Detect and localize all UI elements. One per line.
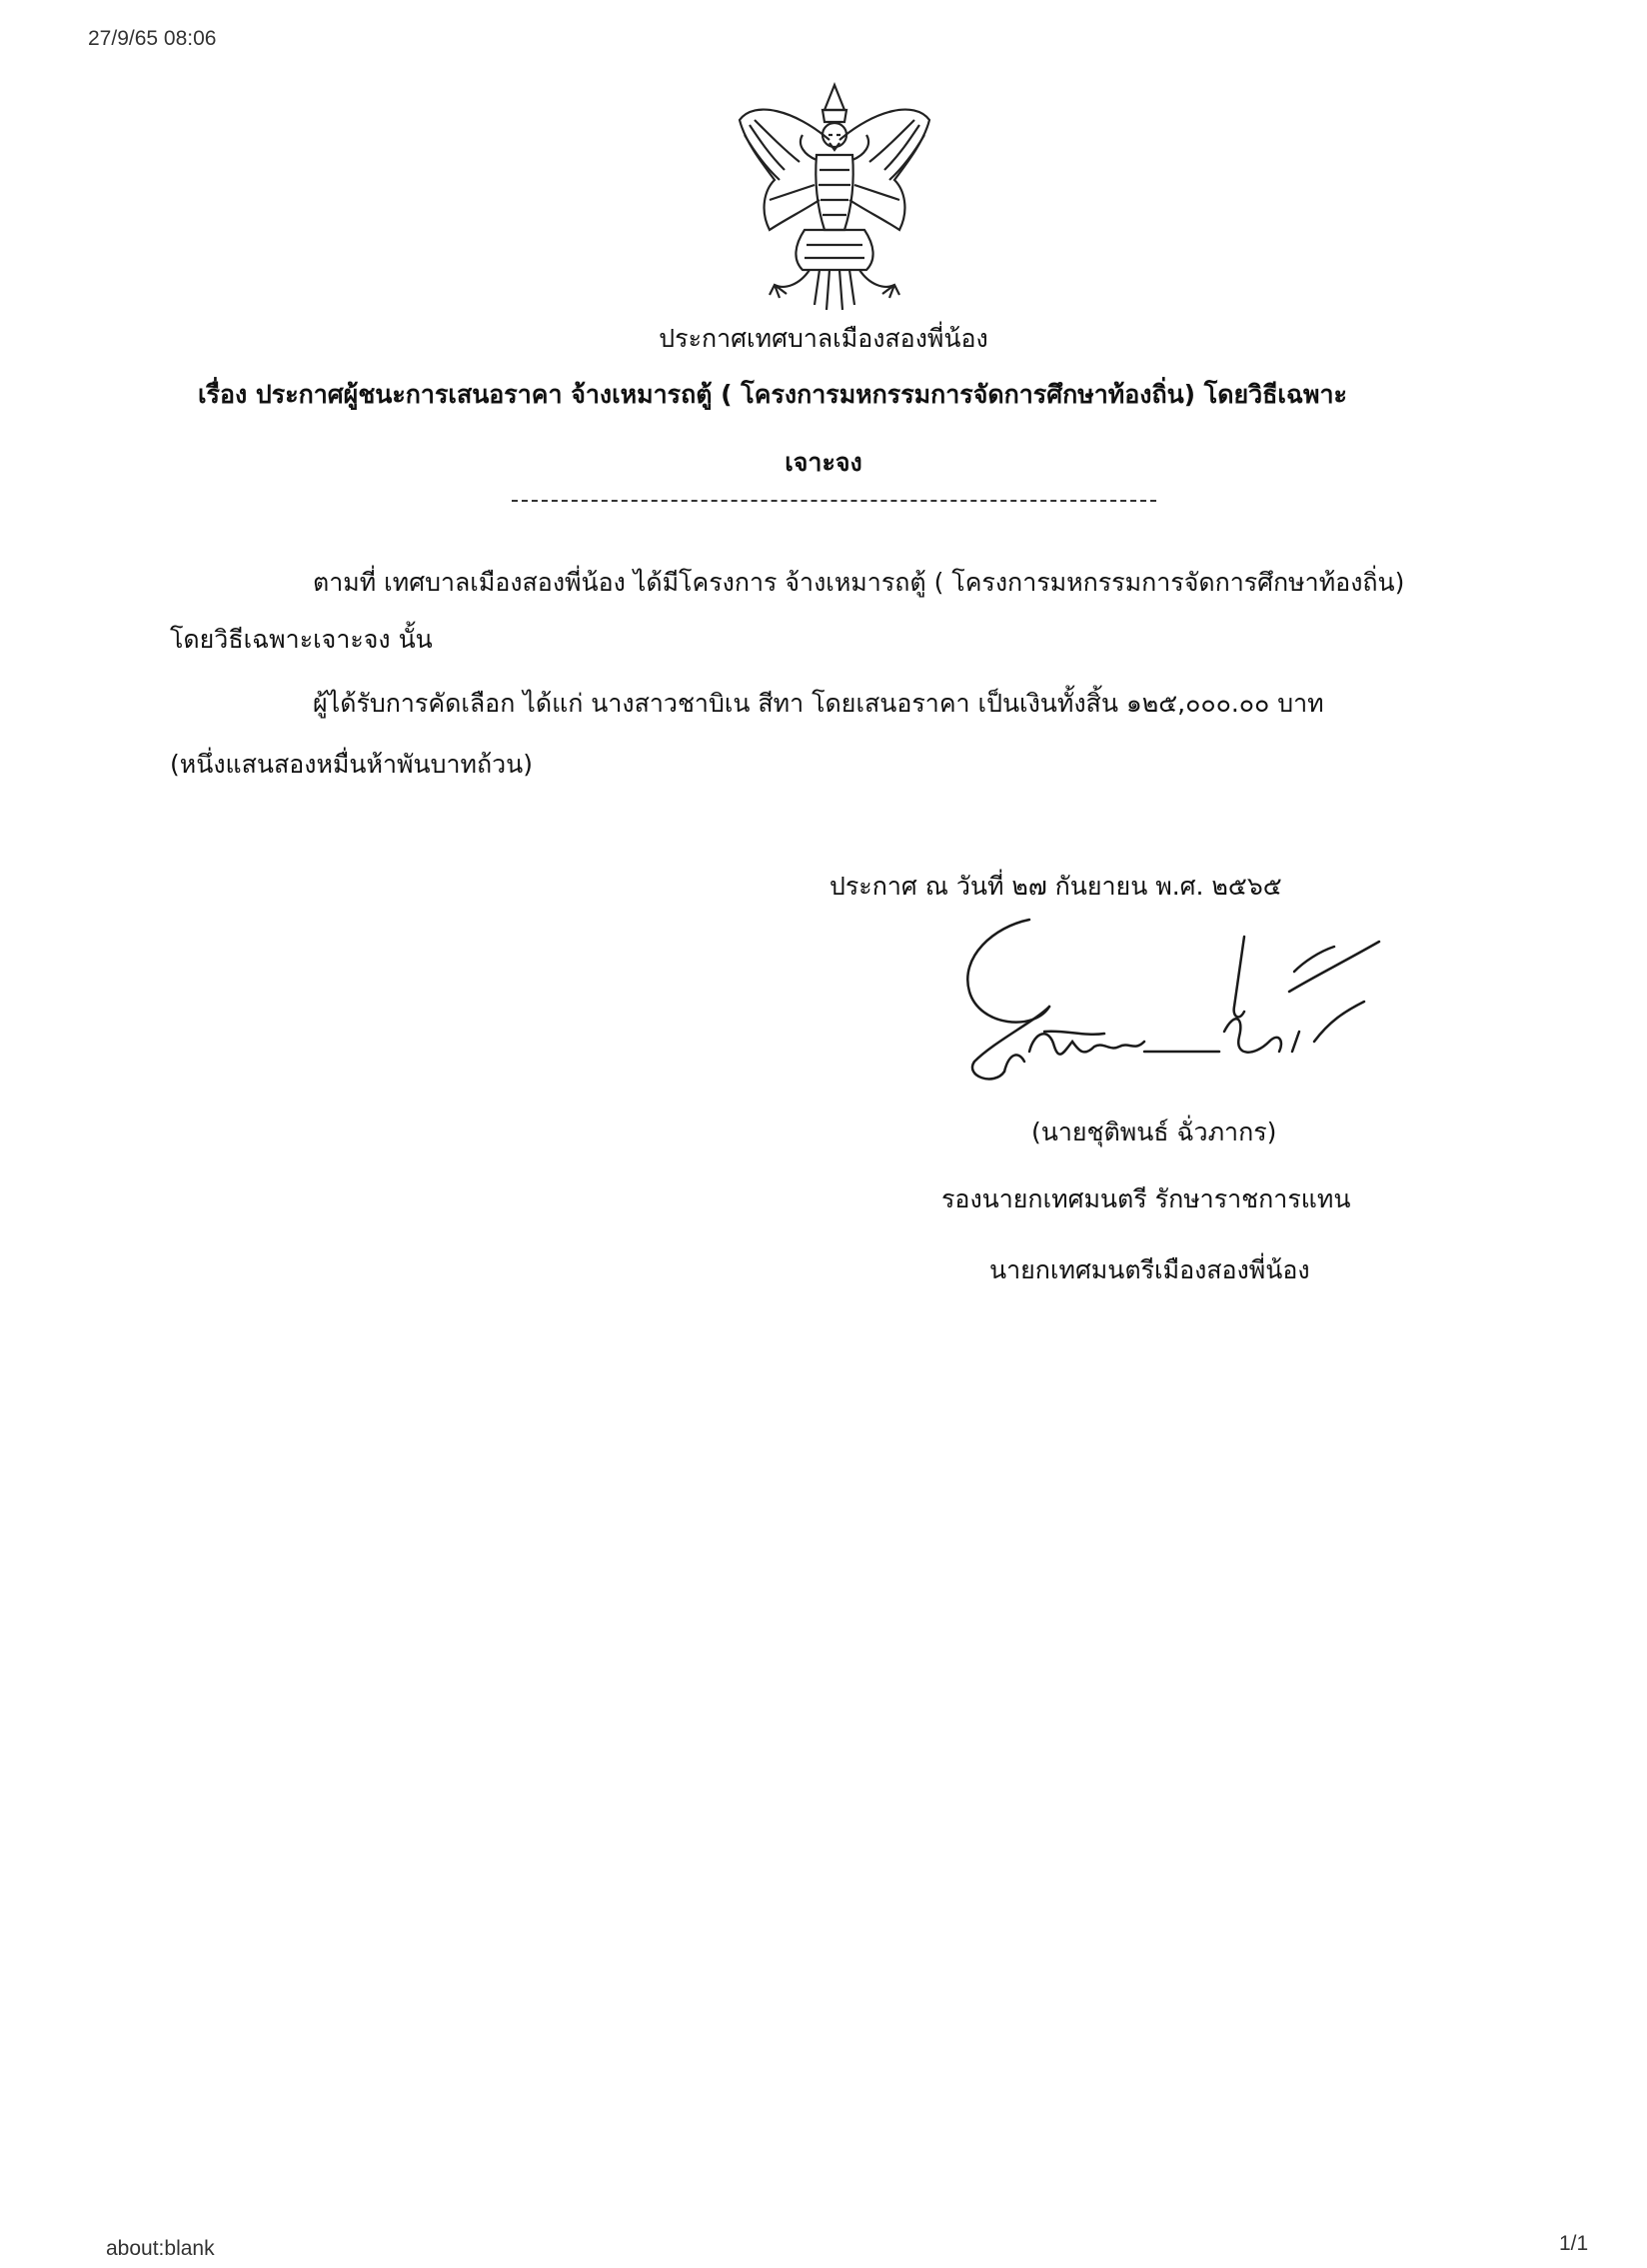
signer-position-2: นายกเทศมนตรีเมืองสองพี่น้อง <box>989 1255 1310 1284</box>
announcement-date: ประกาศ ณ วันที่ ๒๗ กันยายน พ.ศ. ๒๕๖๕ <box>829 872 1282 901</box>
print-url: about:blank <box>106 2237 215 2260</box>
signer-position-1: รองนายกเทศมนตรี รักษาราชการแทน <box>941 1184 1351 1213</box>
print-timestamp: 27/9/65 08:06 <box>88 27 217 50</box>
print-page-number: 1/1 <box>1559 2232 1589 2255</box>
paragraph-1-line-2: โดยวิธีเฉพาะเจาะจง นั้น <box>170 625 433 654</box>
paragraph-2-line-1: ผู้ได้รับการคัดเลือก ได้แก่ นางสาวชาบิเน สีทา โดยเสนอราคา เป็นเงินทั้งสิ้น ๑๒๕,๐๐๐.๐๐ บาท <box>313 689 1324 718</box>
divider-line <box>512 500 1156 502</box>
document-title: ประกาศเทศบาลเมืองสองพี่น้อง <box>659 324 988 353</box>
document-subject: เรื่อง ประกาศผู้ชนะการเสนอราคา จ้างเหมารถตู้ ( โครงการมหกรรมการจัดการศึกษาท้องถิ่น) โดยวิธีเฉพาะ <box>198 380 1347 409</box>
garuda-emblem-icon <box>725 80 944 320</box>
signature-image <box>934 912 1394 1097</box>
document-subject-continued: เจาะจง <box>785 448 862 477</box>
paragraph-1-line-1: ตามที่ เทศบาลเมืองสองพี่น้อง ได้มีโครงการ จ้างเหมารถตู้ ( โครงการมหกรรมการจัดการศึกษาท้องถิ่น) <box>313 568 1405 597</box>
paragraph-2-line-2: (หนึ่งแสนสองหมื่นห้าพันบาทถ้วน) <box>170 750 534 779</box>
signer-name: (นายชุติพนธ์ ฉั่วภากร) <box>1031 1118 1277 1146</box>
